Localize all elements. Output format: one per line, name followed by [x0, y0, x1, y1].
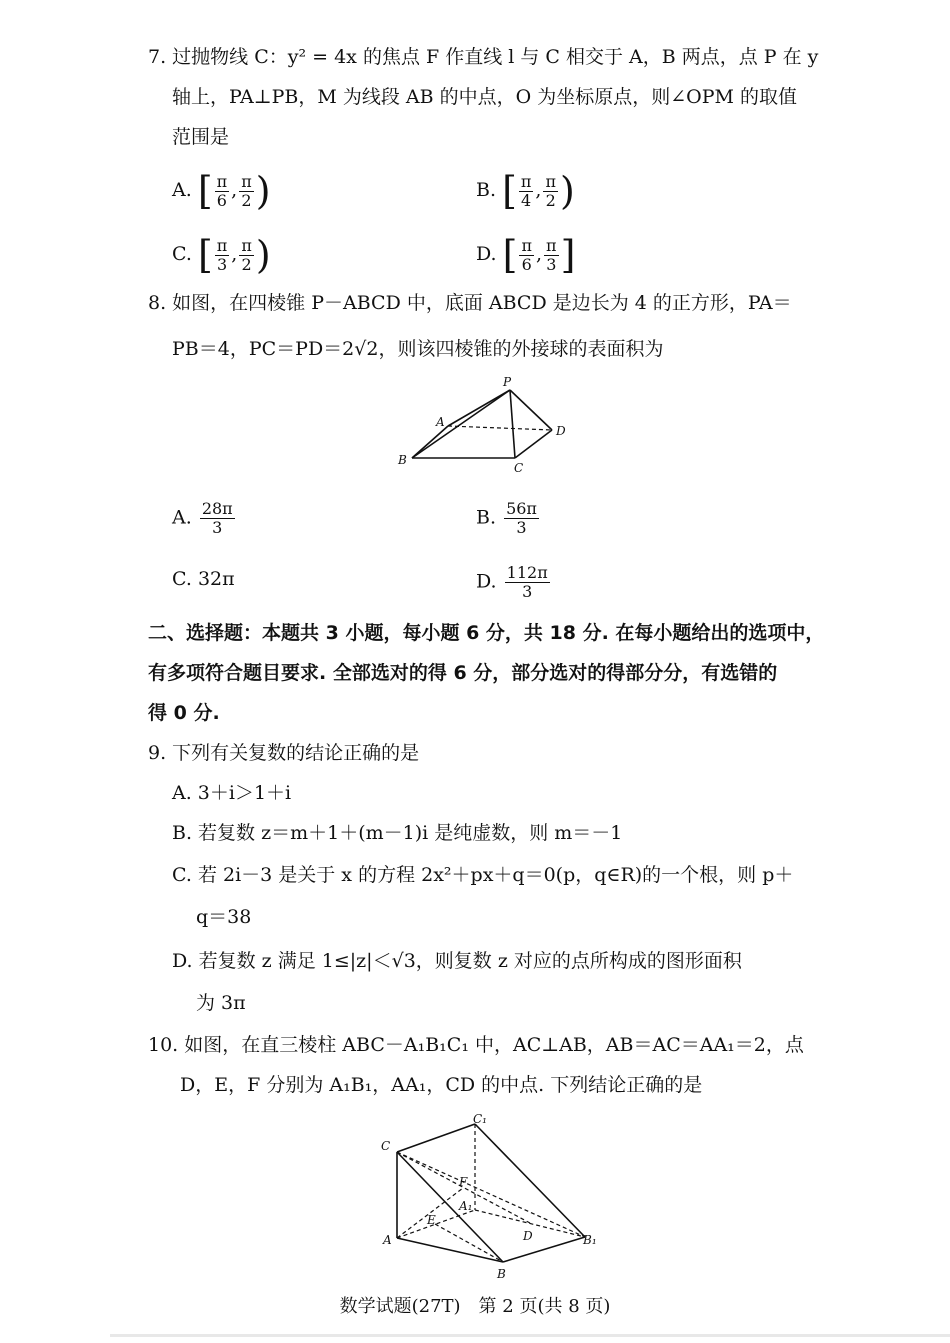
prism-label-b: B: [497, 1267, 506, 1281]
q9-option-d-line-2: 为 3π: [196, 992, 246, 1014]
prism-label-e: E: [427, 1213, 436, 1227]
q8-line-1: 8. 如图，在四棱锥 P－ABCD 中，底面 ABCD 是边长为 4 的正方形，PA＝: [148, 292, 792, 314]
q9-option-b: B. 若复数 z＝m＋1＋(m－1)i 是纯虚数，则 m＝－1: [172, 822, 623, 844]
q7-line-2: 轴上，PA⊥PB，M 为线段 AB 的中点，O 为坐标原点，则∠OPM 的取值: [172, 86, 798, 108]
section2-line-3: 得 0 分.: [148, 702, 220, 724]
q8-option-a: A. $\frac{28\pi}{3}$: [172, 499, 233, 537]
q7-line-3: 范围是: [172, 126, 230, 148]
q7-line-1: 7. 过抛物线 C：y² = 4x 的焦点 F 作直线 l 与 C 相交于 A，B 两点，点 P 在 y: [148, 46, 819, 68]
prism-label-a: A: [383, 1233, 392, 1247]
bottom-divider: [110, 1334, 950, 1337]
prism-figure: [375, 1112, 610, 1284]
pyramid-label-b: B: [398, 453, 407, 467]
q7-option-a: A. [ $\frac{\pi}{6}$ , $\frac{\pi}{2}$ ): [172, 169, 271, 213]
pyramid-figure: [390, 372, 580, 478]
q9-option-a: A. 3＋i＞1＋i: [172, 782, 292, 804]
pyramid-label-c: C: [514, 461, 524, 475]
prism-label-d: D: [523, 1229, 533, 1243]
q7-option-c: C. [ $\frac{\pi}{3}$ , $\frac{\pi}{2}$ ): [172, 233, 271, 277]
section2-line-1: 二、选择题：本题共 3 小题，每小题 6 分，共 18 分. 在每小题给出的选项中，: [148, 622, 825, 644]
pyramid-label-d: D: [556, 424, 566, 438]
prism-label-f: F: [459, 1175, 468, 1189]
prism-label-c1: C₁: [473, 1112, 487, 1126]
q7-option-b: B. [ $\frac{\pi}{4}$ , $\frac{\pi}{2}$ ): [476, 169, 575, 213]
q9-option-c-line-1: C. 若 2i－3 是关于 x 的方程 2x²＋px＋q＝0(p，q∈R)的一个根，则 p＋: [172, 864, 794, 886]
pyramid-label-a: A: [436, 415, 445, 429]
pyramid-label-p: P: [503, 375, 512, 389]
q8-option-b: B. $\frac{56\pi}{3}$: [476, 499, 537, 537]
section2-line-2: 有多项符合题目要求. 全部选对的得 6 分，部分选对的得部分分，有选错的: [148, 662, 778, 684]
prism-label-a1: A₁: [459, 1199, 473, 1213]
q7-option-d: D. [ $\frac{\pi}{6}$ , $\frac{\pi}{3}$ ]: [476, 233, 576, 277]
q9-stem: 9. 下列有关复数的结论正确的是: [148, 742, 420, 764]
q10-line-1: 10. 如图，在直三棱柱 ABC－A₁B₁C₁ 中，AC⊥AB，AB＝AC＝AA₁＝2，点: [148, 1034, 804, 1056]
q8-option-d: D. $\frac{112\pi}{3}$: [476, 563, 548, 601]
prism-label-c: C: [381, 1139, 391, 1153]
q10-line-2: D，E，F 分别为 A₁B₁，AA₁，CD 的中点. 下列结论正确的是: [180, 1074, 703, 1096]
page-footer: 数学试题(27T) 第 2 页(共 8 页): [339, 1296, 611, 1317]
q8-line-2: PB＝4，PC＝PD＝2√2，则该四棱锥的外接球的表面积为: [172, 338, 664, 360]
q9-option-d-line-1: D. 若复数 z 满足 1≤|z|＜√3，则复数 z 对应的点所构成的图形面积: [172, 950, 742, 972]
q9-option-c-line-2: q＝38: [196, 906, 252, 928]
q8-option-c: C. 32π: [172, 568, 235, 590]
prism-label-b1: B₁: [583, 1233, 597, 1247]
